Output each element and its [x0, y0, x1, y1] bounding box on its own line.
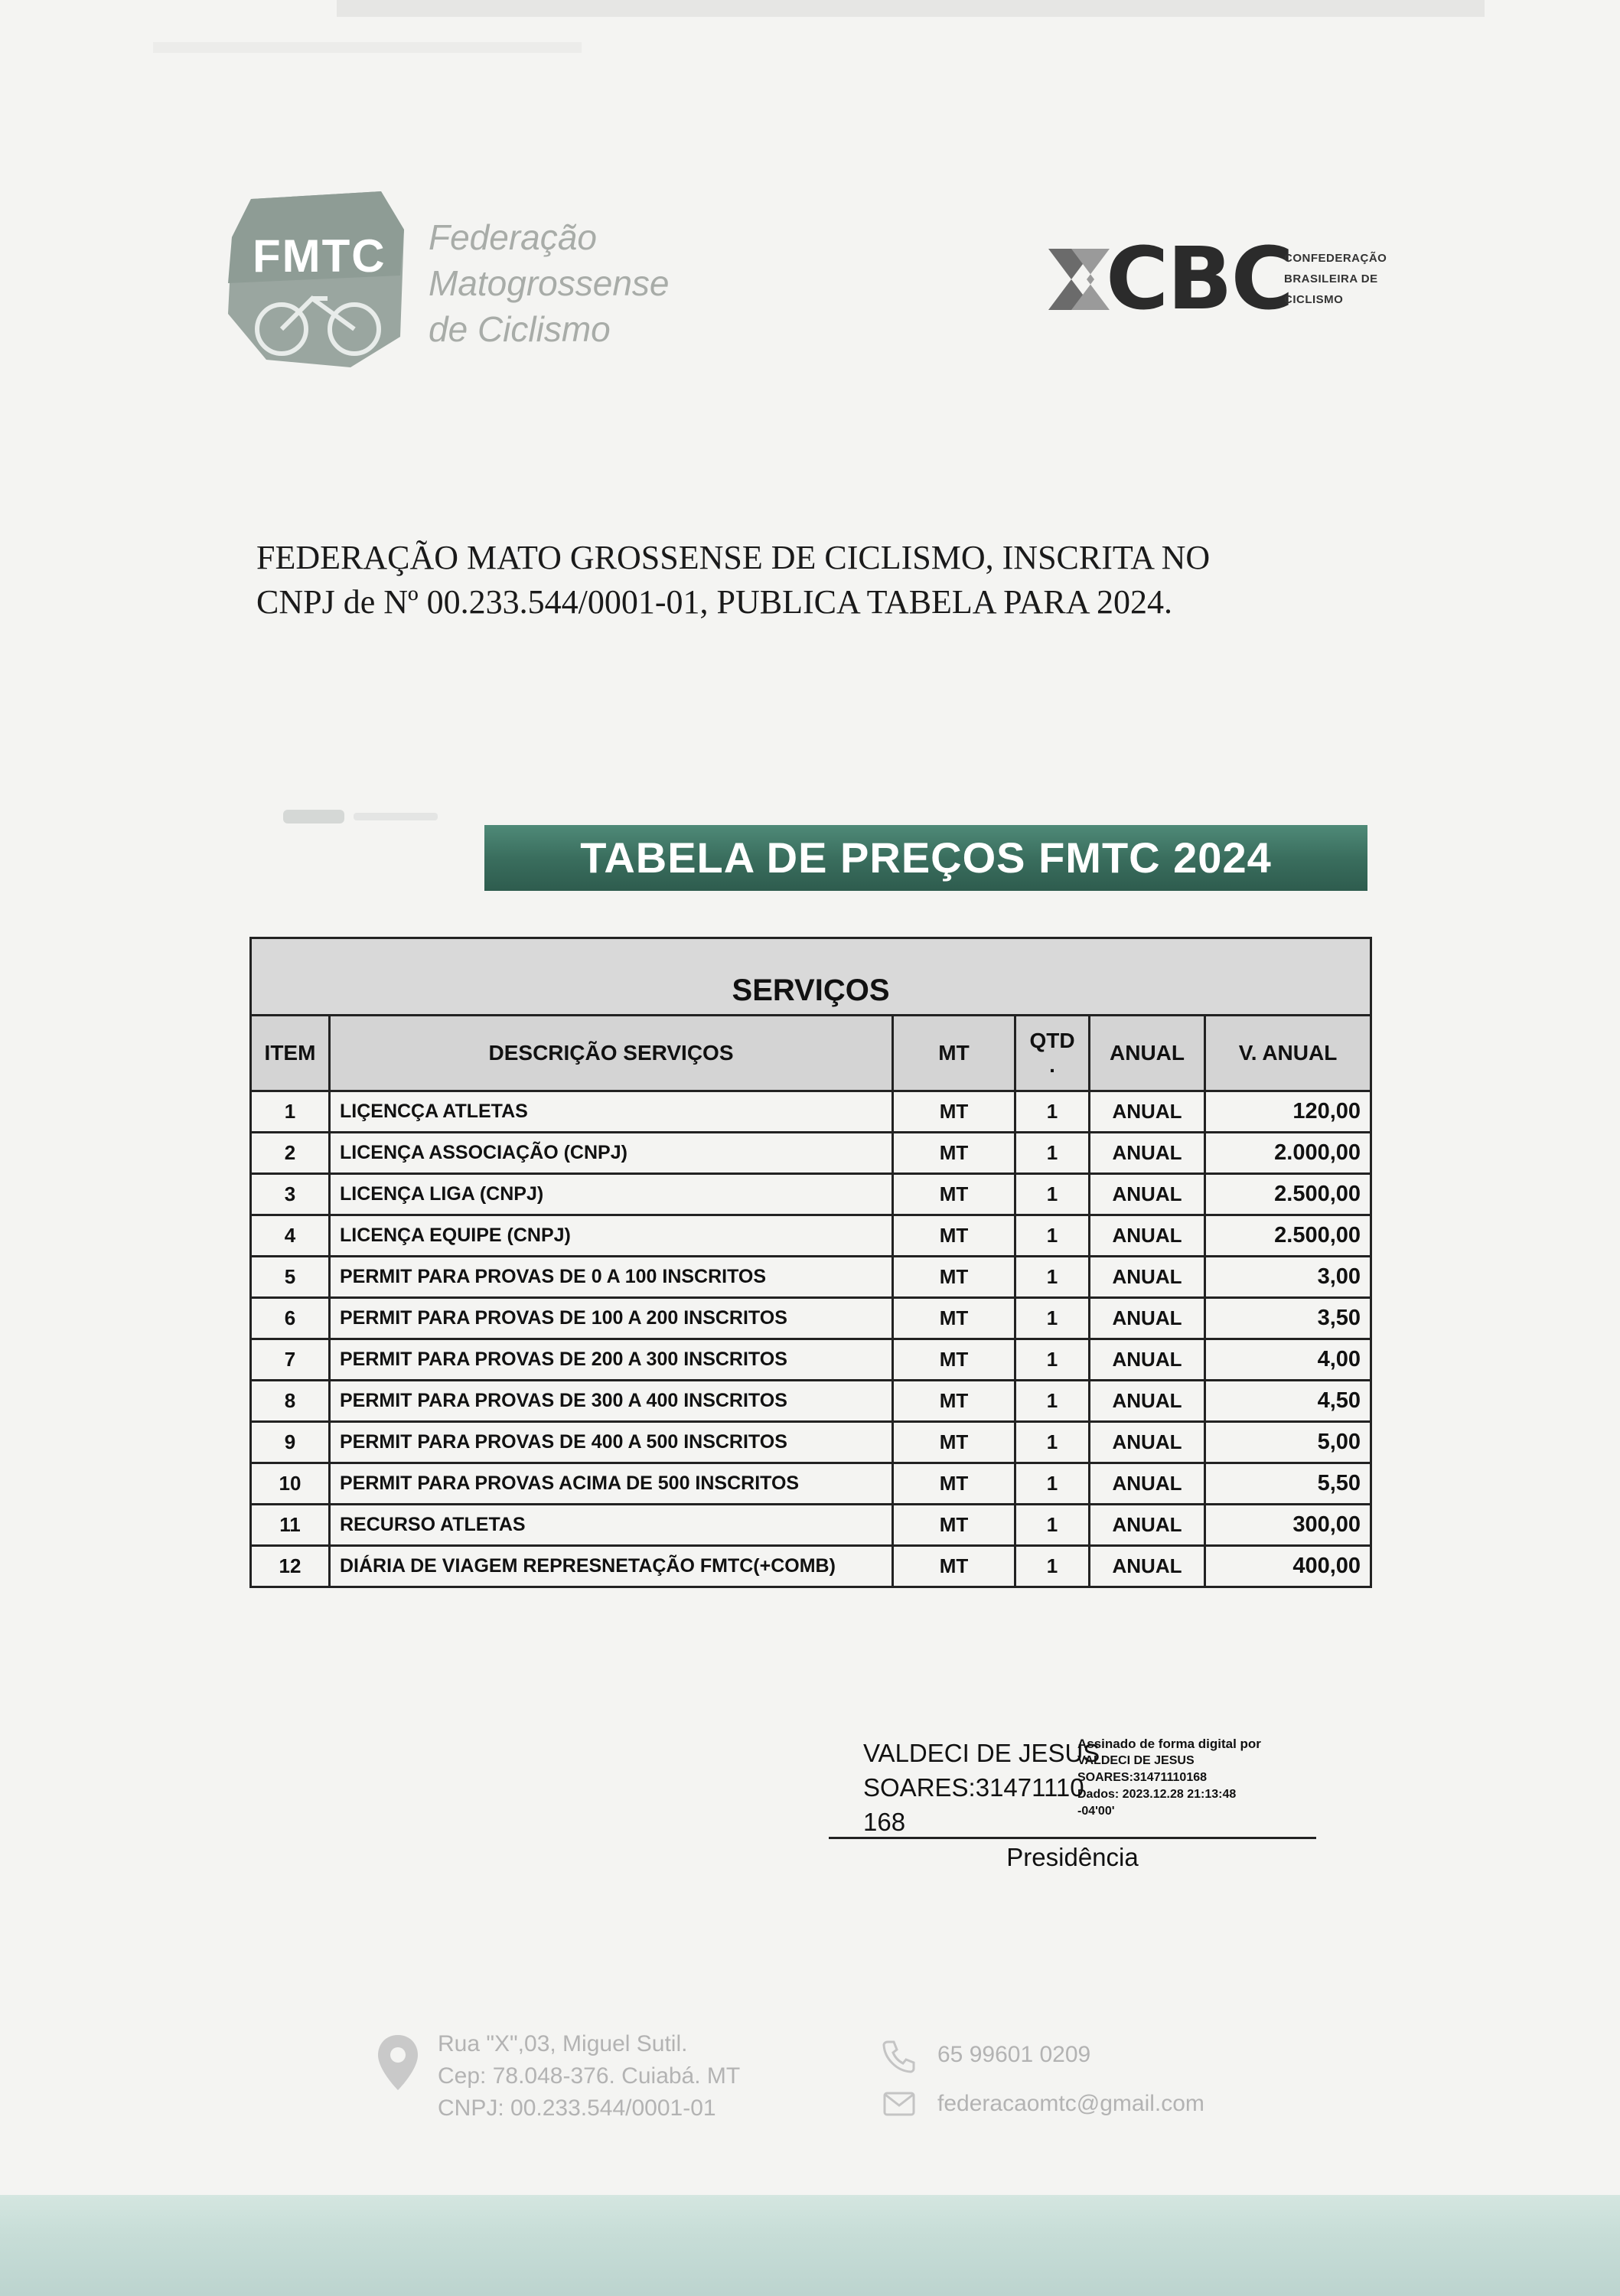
table-row — [251, 1381, 1371, 1422]
cell-item: 11 — [251, 1505, 330, 1546]
cell-qtd: 1 — [1015, 1133, 1090, 1174]
cell-qtd: 1 — [1015, 1339, 1090, 1381]
cell-item: 3 — [251, 1174, 330, 1215]
footer-address: Rua "X",03, Miguel Sutil. Cep: 78.048-376. Cuiabá. MT CNPJ: 00.233.544/0001-01 — [438, 2031, 741, 2121]
cell-anual: ANUAL — [1090, 1298, 1205, 1339]
cell-item: 8 — [251, 1381, 330, 1422]
cell-item: 12 — [251, 1546, 330, 1587]
header-v-anual: V. ANUAL — [1205, 1016, 1371, 1091]
cell-item: 5 — [251, 1257, 330, 1298]
cbc-chevron-icon — [1041, 245, 1110, 314]
price-table — [249, 937, 1372, 1588]
cell-description: PERMIT PARA PROVAS DE 100 A 200 INSCRITOS — [330, 1298, 893, 1339]
header-description: DESCRIÇÃO SERVIÇOS — [330, 1016, 893, 1091]
cell-valor: 5,00 — [1205, 1422, 1371, 1463]
mail-icon — [882, 2091, 916, 2117]
cell-mt: MT — [893, 1257, 1015, 1298]
header-item: ITEM — [251, 1016, 330, 1091]
cell-valor: 4,00 — [1205, 1339, 1371, 1381]
table-row — [251, 1174, 1371, 1215]
phone-icon — [880, 2037, 917, 2074]
table-row — [251, 1546, 1371, 1587]
cell-mt: MT — [893, 1546, 1015, 1587]
cell-mt: MT — [893, 1463, 1015, 1505]
cell-qtd: 1 — [1015, 1546, 1090, 1587]
cell-valor: 5,50 — [1205, 1463, 1371, 1505]
price-table-banner: TABELA DE PREÇOS FMTC 2024 — [484, 825, 1367, 891]
cell-qtd: 1 — [1015, 1174, 1090, 1215]
cell-anual: ANUAL — [1090, 1174, 1205, 1215]
cell-anual: ANUAL — [1090, 1091, 1205, 1133]
cell-mt: MT — [893, 1339, 1015, 1381]
cell-anual: ANUAL — [1090, 1133, 1205, 1174]
cell-description: PERMIT PARA PROVAS DE 300 A 400 INSCRITOS — [330, 1381, 893, 1422]
cell-item: 1 — [251, 1091, 330, 1133]
cell-description: LICENÇA LIGA (CNPJ) — [330, 1174, 893, 1215]
fmtc-logo-name: Federação Matogrossense de Ciclismo — [429, 217, 670, 349]
cell-valor: 120,00 — [1205, 1091, 1371, 1133]
cell-description: PERMIT PARA PROVAS ACIMA DE 500 INSCRITOS — [330, 1463, 893, 1505]
header-qtd: QTD . — [1015, 1016, 1090, 1091]
cell-valor: 3,50 — [1205, 1298, 1371, 1339]
cell-mt: MT — [893, 1505, 1015, 1546]
cell-mt: MT — [893, 1298, 1015, 1339]
table-row — [251, 1091, 1371, 1133]
cell-valor: 3,00 — [1205, 1257, 1371, 1298]
cell-mt: MT — [893, 1174, 1015, 1215]
cell-valor: 2.500,00 — [1205, 1215, 1371, 1257]
cell-qtd: 1 — [1015, 1257, 1090, 1298]
cell-valor: 300,00 — [1205, 1505, 1371, 1546]
table-row — [251, 1505, 1371, 1546]
cell-valor: 400,00 — [1205, 1546, 1371, 1587]
cell-mt: MT — [893, 1215, 1015, 1257]
cell-qtd: 1 — [1015, 1422, 1090, 1463]
heading-line-2: CNPJ de Nº 00.233.544/0001-01, PUBLICA TABELA PARA 2024. — [256, 583, 1173, 621]
cell-qtd: 1 — [1015, 1091, 1090, 1133]
cell-item: 9 — [251, 1422, 330, 1463]
cell-mt: MT — [893, 1422, 1015, 1463]
document-heading — [256, 536, 1404, 625]
scan-artifact-top — [153, 0, 1530, 69]
cell-description: PERMIT PARA PROVAS DE 400 A 500 INSCRITOS — [330, 1422, 893, 1463]
fmtc-logo-abbr: FMTC — [253, 230, 386, 282]
cell-mt: MT — [893, 1381, 1015, 1422]
cell-description: LICENÇA ASSOCIAÇÃO (CNPJ) — [330, 1133, 893, 1174]
cell-anual: ANUAL — [1090, 1422, 1205, 1463]
cell-mt: MT — [893, 1133, 1015, 1174]
signer-role: Presidência — [1006, 1843, 1139, 1871]
table-body — [251, 1091, 1371, 1587]
signer-name: VALDECI DE JESUS SOARES:31471110 168 — [863, 1739, 1100, 1836]
footer-phone: 65 99601 0209 — [937, 2042, 1091, 2067]
cell-anual: ANUAL — [1090, 1546, 1205, 1587]
cell-valor: 2.500,00 — [1205, 1174, 1371, 1215]
cell-description: PERMIT PARA PROVAS DE 200 A 300 INSCRITOS — [330, 1339, 893, 1381]
cell-anual: ANUAL — [1090, 1463, 1205, 1505]
cell-description: PERMIT PARA PROVAS DE 0 A 100 INSCRITOS — [330, 1257, 893, 1298]
table-header-row — [251, 1016, 1371, 1091]
cell-valor: 2.000,00 — [1205, 1133, 1371, 1174]
cell-description: LICENÇA EQUIPE (CNPJ) — [330, 1215, 893, 1257]
header-anual: ANUAL — [1090, 1016, 1205, 1091]
table-row — [251, 1257, 1371, 1298]
table-section-title: SERVIÇOS — [251, 938, 1371, 1016]
table-row — [251, 1422, 1371, 1463]
cell-qtd: 1 — [1015, 1215, 1090, 1257]
location-pin-icon — [375, 2032, 421, 2093]
cell-valor: 4,50 — [1205, 1381, 1371, 1422]
cell-description: DIÁRIA DE VIAGEM REPRESNETAÇÃO FMTC(+COMB) — [330, 1546, 893, 1587]
cell-anual: ANUAL — [1090, 1505, 1205, 1546]
cell-item: 7 — [251, 1339, 330, 1381]
fmtc-logo — [207, 176, 696, 383]
cbc-logo-tagline: CONFEDERAÇÃO BRASILEIRA DE CICLISMO — [1284, 252, 1387, 306]
cell-qtd: 1 — [1015, 1381, 1090, 1422]
cell-anual: ANUAL — [1090, 1381, 1205, 1422]
cell-qtd: 1 — [1015, 1505, 1090, 1546]
footer-email: federacaomtc@gmail.com — [937, 2091, 1204, 2116]
cell-item: 10 — [251, 1463, 330, 1505]
table-row — [251, 1215, 1371, 1257]
cell-anual: ANUAL — [1090, 1339, 1205, 1381]
digital-signature-stamp: Assinado de forma digital por VALDECI DE JESUS SOARES:31471110168 Dados: 2023.12.28 21:13:48 -04'00' — [1077, 1737, 1261, 1818]
cell-mt: MT — [893, 1091, 1015, 1133]
cell-qtd: 1 — [1015, 1463, 1090, 1505]
cell-anual: ANUAL — [1090, 1215, 1205, 1257]
cbc-logo — [1041, 230, 1439, 329]
heading-line-1: FEDERAÇÃO MATO GROSSENSE DE CICLISMO, INSCRITA NO — [256, 539, 1211, 576]
table-row — [251, 1339, 1371, 1381]
cell-description: LIÇENCÇA ATLETAS — [330, 1091, 893, 1133]
table-row — [251, 1133, 1371, 1174]
cell-item: 4 — [251, 1215, 330, 1257]
cbc-logo-word: CBC — [1106, 230, 1292, 329]
cell-description: RECURSO ATLETAS — [330, 1505, 893, 1546]
cell-item: 2 — [251, 1133, 330, 1174]
table-row — [251, 1298, 1371, 1339]
header-mt: MT — [893, 1016, 1015, 1091]
table-row — [251, 1463, 1371, 1505]
footer-color-band — [0, 2195, 1620, 2296]
faded-stamp-mark — [283, 805, 451, 828]
cell-item: 6 — [251, 1298, 330, 1339]
cell-qtd: 1 — [1015, 1298, 1090, 1339]
cell-anual: ANUAL — [1090, 1257, 1205, 1298]
